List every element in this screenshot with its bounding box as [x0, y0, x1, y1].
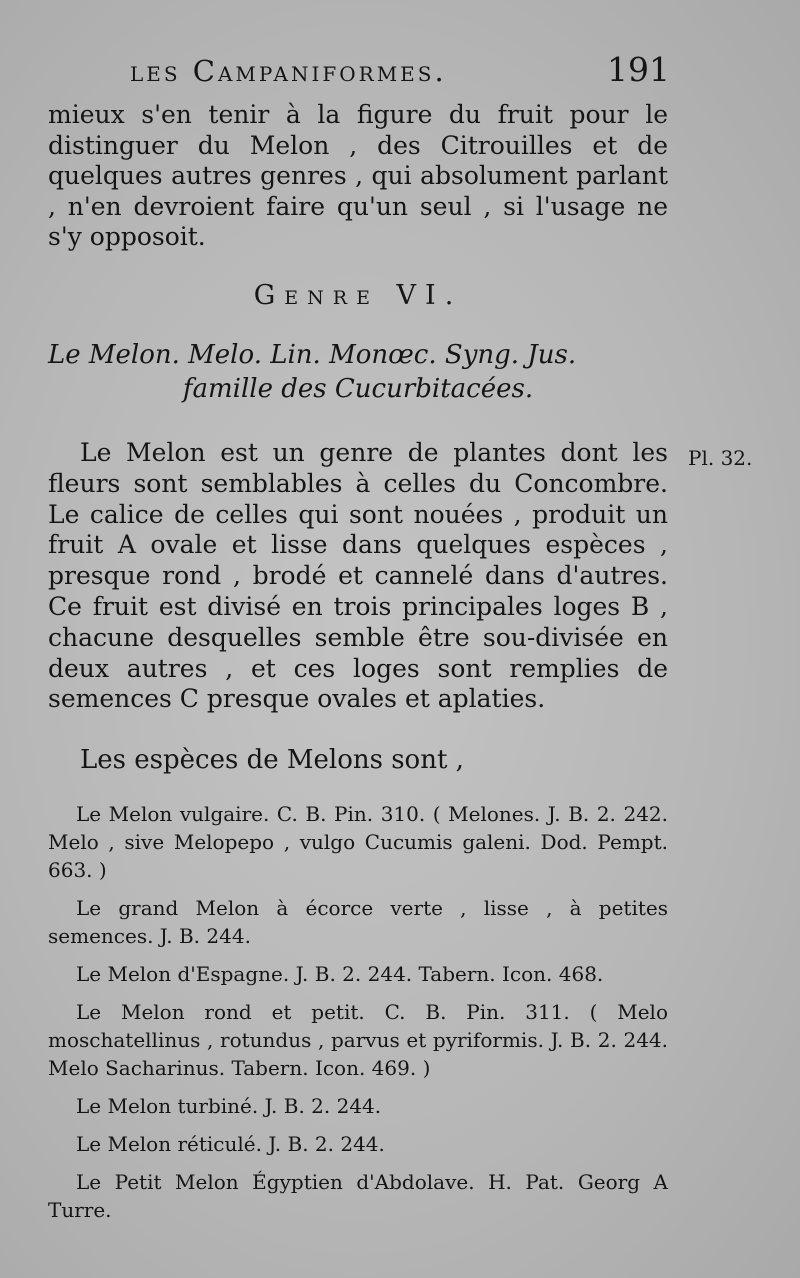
- species-entry: Le Melon d'Espagne. J. B. 2. 244. Tabern. Icon. 468.: [76, 962, 604, 986]
- genre-subtitle: [48, 338, 668, 406]
- description-paragraph: Le Melon est un genre de plantes dont les fleurs sont semblables à celles du Concombre. Le calice de celles qui sont nouées , produit un fruit A ovale et lisse dans quelques espèces , presque rond , brodé et cannelé dans d'autres. Ce fruit est divisé en trois principales loges B , chacune desquelles semble être sou-divisée en deux autres , et ces loges sont remplies de semences C presque ovales et aplaties.: [48, 438, 668, 714]
- species-entry: Le Melon réticulé. J. B. 2. 244.: [76, 1132, 385, 1156]
- species-heading: Les espèces de Melons sont ,: [80, 745, 464, 775]
- running-title: les Campaniformes.: [130, 54, 447, 88]
- page-number: 191: [607, 50, 670, 89]
- species-entry: Le Petit Melon Égyptien d'Abdolave. H. Pat. Georg A Turre.: [48, 1170, 668, 1222]
- page-header: [130, 50, 670, 90]
- species-list: [48, 800, 668, 1234]
- species-entry: Le Melon turbiné. J. B. 2. 244.: [76, 1094, 382, 1118]
- genre-title: Genre VI.: [253, 280, 463, 311]
- genre-subtitle-line2: famille des Cucurbitacées.: [182, 374, 534, 404]
- species-entry: Le Melon vulgaire. C. B. Pin. 310. ( Melones. J. B. 2. 242. Melo , sive Melopepo , vulgo Cucumis galeni. Dod. Pempt. 663. ): [48, 802, 668, 882]
- margin-note: Pl. 32.: [688, 446, 753, 470]
- species-entry: Le Melon rond et petit. C. B. Pin. 311. ( Melo moschatellinus , rotundus , parvus et pyriformis. J. B. 2. 244. Melo Sacharinus. Tabern. Icon. 469. ): [48, 1000, 668, 1080]
- species-entry: Le grand Melon à écorce verte , lisse , à petites semences. J. B. 244.: [48, 896, 668, 948]
- genre-subtitle-line1: Le Melon. Melo. Lin. Monœc. Syng. Jus.: [48, 340, 577, 370]
- intro-paragraph: mieux s'en tenir à la figure du fruit pour le distinguer du Melon , des Citrouilles et de quelques autres genres , qui absolument parlant , n'en devroient faire qu'un seul , si l'usage ne s'y opposoit.: [48, 100, 668, 251]
